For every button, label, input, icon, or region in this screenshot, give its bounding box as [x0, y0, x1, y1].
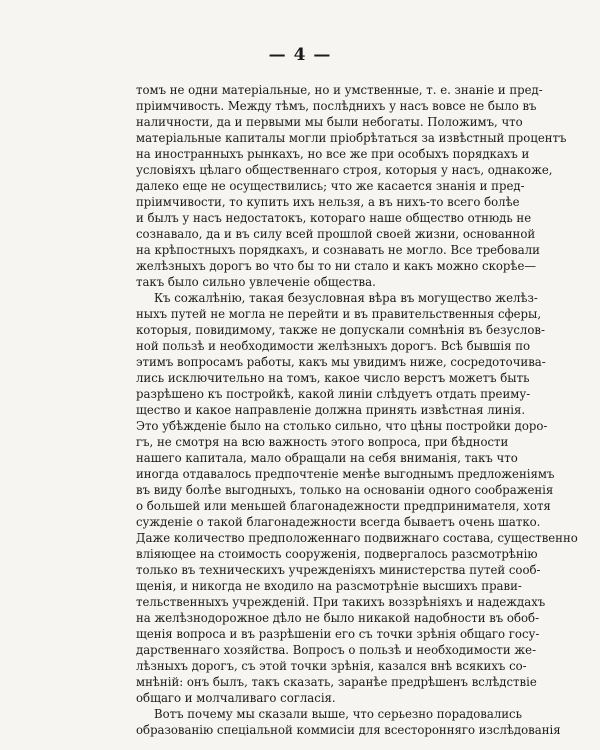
text-line: ныхъ путей не могла не перейти и въ правительственныя сферы,: [136, 307, 542, 321]
text-line: тельственныхъ учрежденій. При такихъ воззрѣніяхъ и надеждахъ: [136, 595, 546, 609]
text-line: Это убѣжденіе было на столько сильно, что цѣны постройки доро-: [136, 419, 548, 433]
text-line: условіяхъ цѣлаго общественнаго строя, которыя у насъ, однакоже,: [136, 163, 553, 177]
text-line: томъ не одни матеріальные, но и умственные, т. е. знаніе и пред-: [136, 83, 543, 97]
text-line: Вотъ почему мы сказали выше, что серьезно порадовались: [154, 707, 522, 721]
text-line: щенія, и никогда не входило на разсмотрѣніе высшихъ прави-: [136, 579, 522, 593]
paragraph-1: [136, 82, 567, 290]
text-line: на крѣпостныхъ порядкахъ, и сознавать не могло. Все требовали: [136, 243, 540, 257]
text-line: сознавало, да и въ силу всей прошлой своей жизни, основанной: [136, 227, 536, 241]
text-line: на желѣзнодорожное дѣло не было никакой надобности въ обоб-: [136, 611, 540, 625]
text-line: вліяющее на стоимость сооруженія, подвергалось разсмотрѣнію: [136, 547, 538, 561]
text-line: только въ техническихъ учрежденіяхъ министерства путей сооб-: [136, 563, 541, 577]
text-line: Къ сожалѣнію, такая безусловная вѣра въ могущество желѣз-: [154, 291, 538, 305]
paragraph-2: [136, 290, 578, 706]
text-line: иногда отдавалось предпочтеніе менѣе выгоднымъ предложеніямъ: [136, 467, 555, 481]
text-line: общаго и молчаливаго согласія.: [136, 691, 336, 705]
text-line: сужденіе о такой благонадежности всегда бываетъ очень шатко.: [136, 515, 541, 529]
text-line: ной пользѣ и необходимости желѣзныхъ дорогъ. Всѣ бывшія по: [136, 339, 531, 353]
text-line: дарственнаго хозяйства. Вопросъ о пользѣ и необходимости же-: [136, 643, 537, 657]
text-line: мнѣній: онъ былъ, такъ сказать, заранѣе предрѣшенъ вслѣдствіе: [136, 675, 537, 689]
text-line: на иностранныхъ рынкахъ, но все же при особыхъ порядкахъ и: [136, 147, 530, 161]
text-line: матеріальные капиталы могли пріобрѣтаться за извѣстный процентъ: [136, 131, 567, 145]
paragraph-3: [136, 706, 561, 738]
text-line: наличности, да и первыми мы были небогаты. Положимъ, что: [136, 115, 523, 129]
text-line: разрѣшено къ постройкѣ, какой линіи слѣдуетъ отдать преиму-: [136, 387, 531, 401]
text-line: которыя, повидимому, также не допускали сомнѣнія въ безуслов-: [136, 323, 545, 337]
text-line: гъ, не смотря на всю важность этого вопроса, при бѣдности: [136, 435, 509, 449]
text-line: щенія вопроса и въ разрѣшеніи его съ точки зрѣнія общаго госу-: [136, 627, 540, 641]
text-line: нашего капитала, мало обращали на себя вниманія, такъ что: [136, 451, 518, 465]
text-line: щество и какое направленіе должна принять извѣстная линія.: [136, 403, 526, 417]
body-text: [136, 82, 578, 738]
text-line: о большей или меньшей благонадежности предпринимателя, хотя: [136, 499, 551, 513]
text-line: въ виду болѣе выгодныхъ, только на основаніи одного соображенія: [136, 483, 554, 497]
text-line: пріимчивость. Между тѣмъ, послѣднихъ у насъ вовсе не было въ: [136, 99, 537, 113]
page-number: — 4 —: [268, 45, 332, 65]
text-line: Даже количество предположеннаго подвижнаго состава, существенно: [136, 531, 578, 545]
text-line: и былъ у насъ недостатокъ, котораго наше общество отнюдь не: [136, 211, 532, 225]
text-line: такъ было сильно увлеченіе общества.: [136, 275, 376, 289]
text-line: далеко еще не осуществились; что же касается знанія и пред-: [136, 179, 525, 193]
text-line: образованію спеціальной коммисіи для всесторонняго изслѣдованія: [136, 723, 561, 737]
text-line: лѣзныхъ дорогъ, съ этой точки зрѣнія, казался внѣ всякихъ со-: [136, 659, 527, 673]
text-line: желѣзныхъ дорогъ во что бы то ни стало и какъ можно скорѣе—: [136, 259, 537, 273]
text-line: пріимчивости, то купить ихъ нельзя, а въ нихъ-то всего болѣе: [136, 195, 520, 209]
text-line: лись исключительно на томъ, какое число верстъ можетъ быть: [136, 371, 530, 385]
text-line: этимъ вопросамъ работы, какъ мы увидимъ ниже, сосредоточива-: [136, 355, 546, 369]
